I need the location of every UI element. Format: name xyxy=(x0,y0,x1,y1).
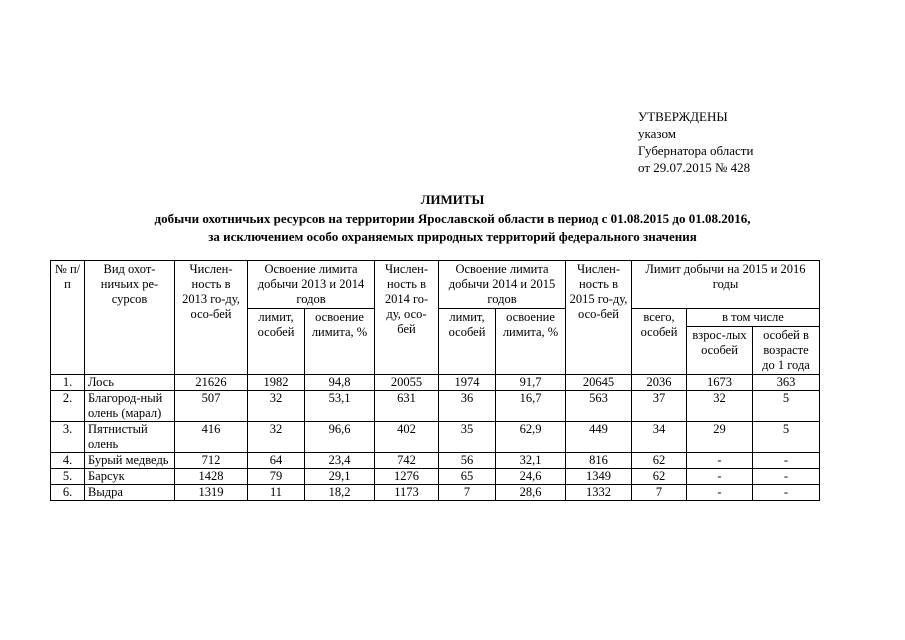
header-num: № п/п xyxy=(51,261,85,375)
approval-line: Губернатора области xyxy=(638,143,754,158)
row-young: - xyxy=(753,469,820,485)
row-pop14: 742 xyxy=(375,453,439,469)
row-total: 62 xyxy=(632,453,687,469)
table-row xyxy=(51,391,820,422)
header-dev2014-pct: освоение лимита, % xyxy=(496,309,566,375)
table-row xyxy=(51,375,820,391)
row-lim13: 32 xyxy=(248,391,305,422)
row-lim14: 35 xyxy=(439,422,496,453)
row-young: - xyxy=(753,485,820,501)
document-title: ЛИМИТЫ xyxy=(420,192,485,207)
row-pop13: 1428 xyxy=(175,469,248,485)
row-species: Барсук xyxy=(85,469,175,485)
row-pct13: 18,2 xyxy=(305,485,375,501)
row-total: 2036 xyxy=(632,375,687,391)
row-young: 5 xyxy=(753,422,820,453)
header-dev2013-pct: освоение лимита, % xyxy=(305,309,375,375)
row-total: 34 xyxy=(632,422,687,453)
row-young: 363 xyxy=(753,375,820,391)
table-body xyxy=(51,375,820,501)
row-pop14: 1173 xyxy=(375,485,439,501)
row-num: 3. xyxy=(51,422,85,453)
row-pct13: 96,6 xyxy=(305,422,375,453)
header-dev2013: Освоение лимита добычи 2013 и 2014 годов xyxy=(248,261,375,309)
row-pct14: 91,7 xyxy=(496,375,566,391)
header-dev2014-limit: лимит, особей xyxy=(439,309,496,375)
header-dev2013-limit: лимит, особей xyxy=(248,309,305,375)
row-species: Благород-ный олень (марал) xyxy=(85,391,175,422)
row-lim14: 56 xyxy=(439,453,496,469)
row-species: Выдра xyxy=(85,485,175,501)
row-total: 37 xyxy=(632,391,687,422)
row-lim14: 36 xyxy=(439,391,496,422)
row-pct14: 32,1 xyxy=(496,453,566,469)
row-lim13: 32 xyxy=(248,422,305,453)
row-pop13: 507 xyxy=(175,391,248,422)
row-adults: - xyxy=(687,485,753,501)
header-adults: взрос-лых особей xyxy=(687,327,753,375)
row-pct14: 16,7 xyxy=(496,391,566,422)
row-adults: - xyxy=(687,453,753,469)
row-young: 5 xyxy=(753,391,820,422)
header-incl: в том числе xyxy=(687,309,820,327)
row-adults: - xyxy=(687,469,753,485)
row-num: 4. xyxy=(51,453,85,469)
header-dev2014: Освоение лимита добычи 2014 и 2015 годов xyxy=(439,261,566,309)
row-pop14: 402 xyxy=(375,422,439,453)
row-pop15: 1349 xyxy=(566,469,632,485)
row-pop13: 21626 xyxy=(175,375,248,391)
approval-line: указом xyxy=(638,126,676,141)
row-lim14: 7 xyxy=(439,485,496,501)
row-total: 7 xyxy=(632,485,687,501)
row-lim13: 79 xyxy=(248,469,305,485)
row-num: 5. xyxy=(51,469,85,485)
row-pop13: 712 xyxy=(175,453,248,469)
row-pct13: 29,1 xyxy=(305,469,375,485)
row-num: 2. xyxy=(51,391,85,422)
document-subtitle-2: за исключением особо охраняемых природных территорий федерального значения xyxy=(208,229,697,244)
table-row xyxy=(51,469,820,485)
row-pop15: 449 xyxy=(566,422,632,453)
document-subtitle: добычи охотничьих ресурсов на территории Ярославской области в период с 01.08.2015 до 01.08.2016, xyxy=(154,211,751,226)
limits-table xyxy=(50,260,820,501)
row-pct14: 28,6 xyxy=(496,485,566,501)
row-pop14: 631 xyxy=(375,391,439,422)
approval-stamp xyxy=(638,108,753,176)
row-pct13: 94,8 xyxy=(305,375,375,391)
table-row xyxy=(51,422,820,453)
row-lim14: 1974 xyxy=(439,375,496,391)
row-species: Пятнистый олень xyxy=(85,422,175,453)
header-pop2014: Числен-ность в 2014 го-ду, осо-бей xyxy=(375,261,439,375)
header-pop2013: Числен-ность в 2013 го-ду, осо-бей xyxy=(175,261,248,375)
row-pop15: 1332 xyxy=(566,485,632,501)
row-pct13: 23,4 xyxy=(305,453,375,469)
row-pop13: 416 xyxy=(175,422,248,453)
header-young: особей в возрасте до 1 года xyxy=(753,327,820,375)
table-row xyxy=(51,453,820,469)
header-species: Вид охот-ничьих ре-сурсов xyxy=(85,261,175,375)
row-species: Лось xyxy=(85,375,175,391)
row-lim14: 65 xyxy=(439,469,496,485)
row-total: 62 xyxy=(632,469,687,485)
row-pop14: 1276 xyxy=(375,469,439,485)
row-num: 1. xyxy=(51,375,85,391)
row-pct13: 53,1 xyxy=(305,391,375,422)
approval-line: от 29.07.2015 № 428 xyxy=(638,160,751,175)
header-pop2015: Числен-ность в 2015 го-ду, осо-бей xyxy=(566,261,632,375)
table-header xyxy=(51,261,820,375)
row-adults: 29 xyxy=(687,422,753,453)
header-total: всего, особей xyxy=(632,309,687,375)
row-lim13: 1982 xyxy=(248,375,305,391)
row-num: 6. xyxy=(51,485,85,501)
row-pct14: 62,9 xyxy=(496,422,566,453)
row-lim13: 11 xyxy=(248,485,305,501)
row-pop15: 20645 xyxy=(566,375,632,391)
row-adults: 32 xyxy=(687,391,753,422)
row-pop14: 20055 xyxy=(375,375,439,391)
row-young: - xyxy=(753,453,820,469)
row-species: Бурый медведь xyxy=(85,453,175,469)
row-pct14: 24,6 xyxy=(496,469,566,485)
header-limit2015: Лимит добычи на 2015 и 2016 годы xyxy=(632,261,820,309)
row-pop15: 816 xyxy=(566,453,632,469)
row-lim13: 64 xyxy=(248,453,305,469)
approval-line: УТВЕРЖДЕНЫ xyxy=(638,109,728,124)
row-adults: 1673 xyxy=(687,375,753,391)
row-pop15: 563 xyxy=(566,391,632,422)
table-row xyxy=(51,485,820,501)
row-pop13: 1319 xyxy=(175,485,248,501)
